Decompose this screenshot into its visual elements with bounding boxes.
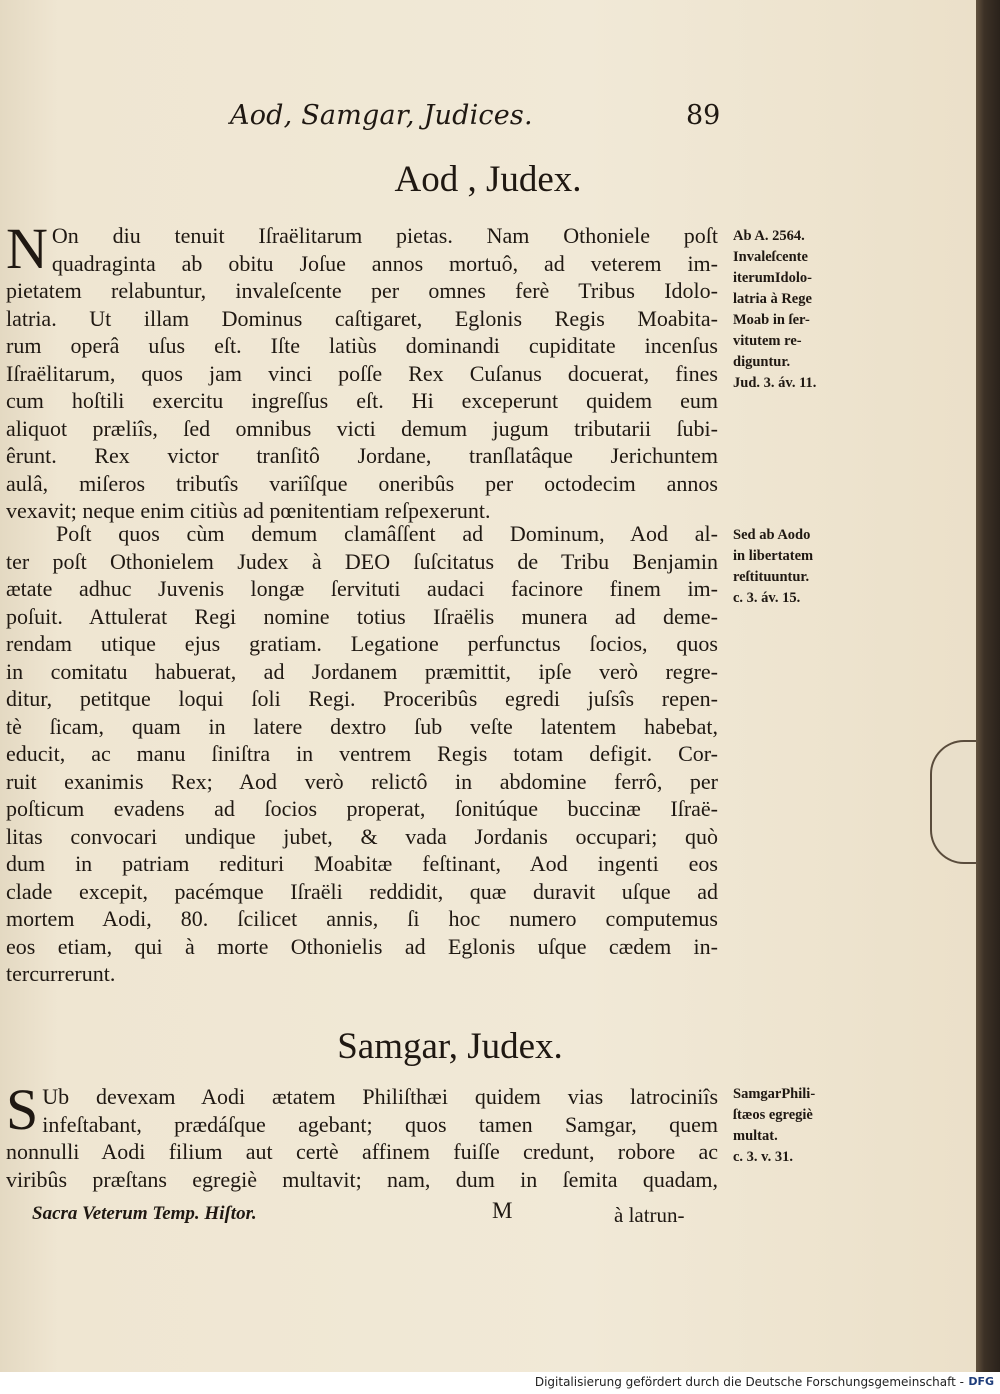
text-line: litas convocari undique jubet, & vada Jordanis occupari; quò <box>6 823 718 849</box>
text-line: in comitatu habuerat, ad Jordanem præmittit, ipſe verò regre- <box>6 658 718 684</box>
text-line: educit, ac manu ſiniſtra in ventrem Regis totam defigit. Cor- <box>6 741 718 766</box>
text-line: dum in patriam redituri Moabitæ feſtinant, Aod ingenti eos <box>6 851 718 876</box>
margin-note-line: c. 3. áv. 15. <box>733 590 801 606</box>
text-line: rum operâ uſus eſt. Iſte latiùs dominandi cupiditate incenſus <box>6 333 718 358</box>
dfg-logo: DFG <box>968 1375 994 1388</box>
text-line: mortem Aodi, 80. ſcilicet annis, ſi hoc numero computemus <box>6 906 718 931</box>
margin-note-line: diguntur. <box>733 354 791 370</box>
text-line: aulâ, miſeros tributîs variîſque oneribûs per octodecim annos <box>6 470 718 496</box>
dropcap-s: S <box>6 1077 39 1142</box>
text-line: aliquot præliîs, ſed omnibus victi demum jugum tributarii ſubi- <box>6 415 718 441</box>
margin-note-line: c. 3. v. 31. <box>733 1149 794 1165</box>
text-line: nonnulli Aodi filium aut certè affinem fuiſſe credunt, robore ac <box>6 1139 718 1164</box>
running-head: Aod, Samgar, Judices. <box>230 100 533 131</box>
text-line: clade excepit, pacémque Iſraëli reddidit, quæ duravit uſque ad <box>6 878 718 904</box>
book-edge <box>974 0 1000 1372</box>
margin-note-line: vitutem re- <box>733 333 802 349</box>
text-line: pietatem relabuntur, invaleſcente per omnes ferè Tribus Idolo- <box>6 278 718 303</box>
margin-note-line: multat. <box>733 1128 778 1144</box>
text-line: ditur, petitque loqui ſoli Regi. Proceribûs egredi juſsîs repen- <box>6 686 718 711</box>
section-title-aod: Aod , Judex. <box>394 159 582 200</box>
footer-signature: M <box>492 1198 513 1223</box>
text-line: rendam utique ejus gratiam. Legatione perfunctus ſocios, quos <box>6 631 718 656</box>
text-line: infeſtabant, prædáſque agebant; quos tamen Samgar, quem <box>42 1111 718 1137</box>
text-line: êrunt. Rex victor tranſitô Jordane, tranſlatâque Jerichuntem <box>6 443 718 468</box>
margin-note-line: SamgarPhili- <box>733 1086 816 1102</box>
text-line: cum hoſtili exercitu ingreſſus eſt. Hi exceperunt quidem eum <box>6 388 718 413</box>
text-line: eos etiam, qui à morte Othonielis ad Eglonis uſque cædem in- <box>6 933 718 959</box>
text-line: viribûs præſtans egregiè multavit; nam, dum in ſemita quadam, <box>6 1166 718 1192</box>
margin-note-line: Sed ab Aodo <box>733 527 811 543</box>
text-line: poſuit. Attulerat Regi nomine totius Iſraëlis munera ad deme- <box>6 603 718 629</box>
paragraph-aod-1 <box>6 216 718 525</box>
margin-note-line: reſtituuntur. <box>733 569 810 585</box>
margin-note-line: ſtæos egregiè <box>733 1107 813 1123</box>
margin-note-line: Ab A. 2564. <box>733 228 805 244</box>
margin-note-line: iterumIdolo- <box>733 270 812 286</box>
section-title-samgar: Samgar, Judex. <box>337 1026 563 1067</box>
text-line: quadraginta ab obitu Joſue annos mortuô, ad veterem im- <box>51 250 718 276</box>
text-line: On diu tenuit Iſraëlitarum pietas. Nam Othoniele poſt <box>51 223 718 248</box>
margin-note-line: in libertatem <box>733 548 814 564</box>
text-line: ruit exanimis Rex; Aod verò relictô in abdomine ferrô, per <box>6 768 718 794</box>
margin-note-line: latria à Rege <box>733 291 812 307</box>
text-line: Ub devexam Aodi ætatem Philiſthæi quidem vias latrociniîs <box>42 1084 718 1109</box>
text-line: Poſt quos cùm demum clamâſſent ad Dominum, Aod al- <box>56 521 718 546</box>
dropcap-n: N <box>6 216 48 281</box>
text-line: poſticum evadens ad ſocios properat, ſonitúque buccinæ Iſraë- <box>6 796 718 821</box>
text-line: ter poſt Othonielem Judex à DEO ſuſcitatus de Tribu Benjamin <box>6 548 718 574</box>
paragraph-aod-2 <box>6 520 718 988</box>
text-line: tè ſicam, quam in latere dextro ſub veſte latentem habebat, <box>6 713 718 739</box>
footer-book-title: Sacra Veterum Temp. Hiſtor. <box>32 1203 257 1224</box>
page-number: 89 <box>686 100 721 131</box>
text-line: tercurrerunt. <box>6 961 116 986</box>
margin-note-aod-2 <box>733 525 851 609</box>
margin-note-samgar <box>733 1084 851 1168</box>
paragraph-samgar-1 <box>6 1077 718 1193</box>
credit-text: Digitalisierung gefördert durch die Deutsche Forschungsgemeinschaft - <box>534 1375 964 1389</box>
page-tab-clip <box>930 740 976 864</box>
margin-note-line: Invaleſcente <box>733 249 808 265</box>
margin-note-line: Moab in ſer- <box>733 312 810 328</box>
text-line: ætate adhuc Juvenis longæ ſervituti audaci facinore finem im- <box>6 576 718 601</box>
margin-note-line: Jud. 3. áv. 11. <box>733 375 817 391</box>
footer-catchword: à latrun- <box>614 1203 685 1227</box>
margin-note-aod-1 <box>733 226 851 394</box>
text-line: vexavit; neque enim citiùs ad pœnitentiam reſpexerunt. <box>6 498 491 523</box>
text-line: Iſraëlitarum, quos jam vinci poſſe Rex Cuſanus docuerat, fines <box>6 360 718 386</box>
text-line: latria. Ut illam Dominus caſtigaret, Eglonis Regis Moabita- <box>6 305 718 331</box>
